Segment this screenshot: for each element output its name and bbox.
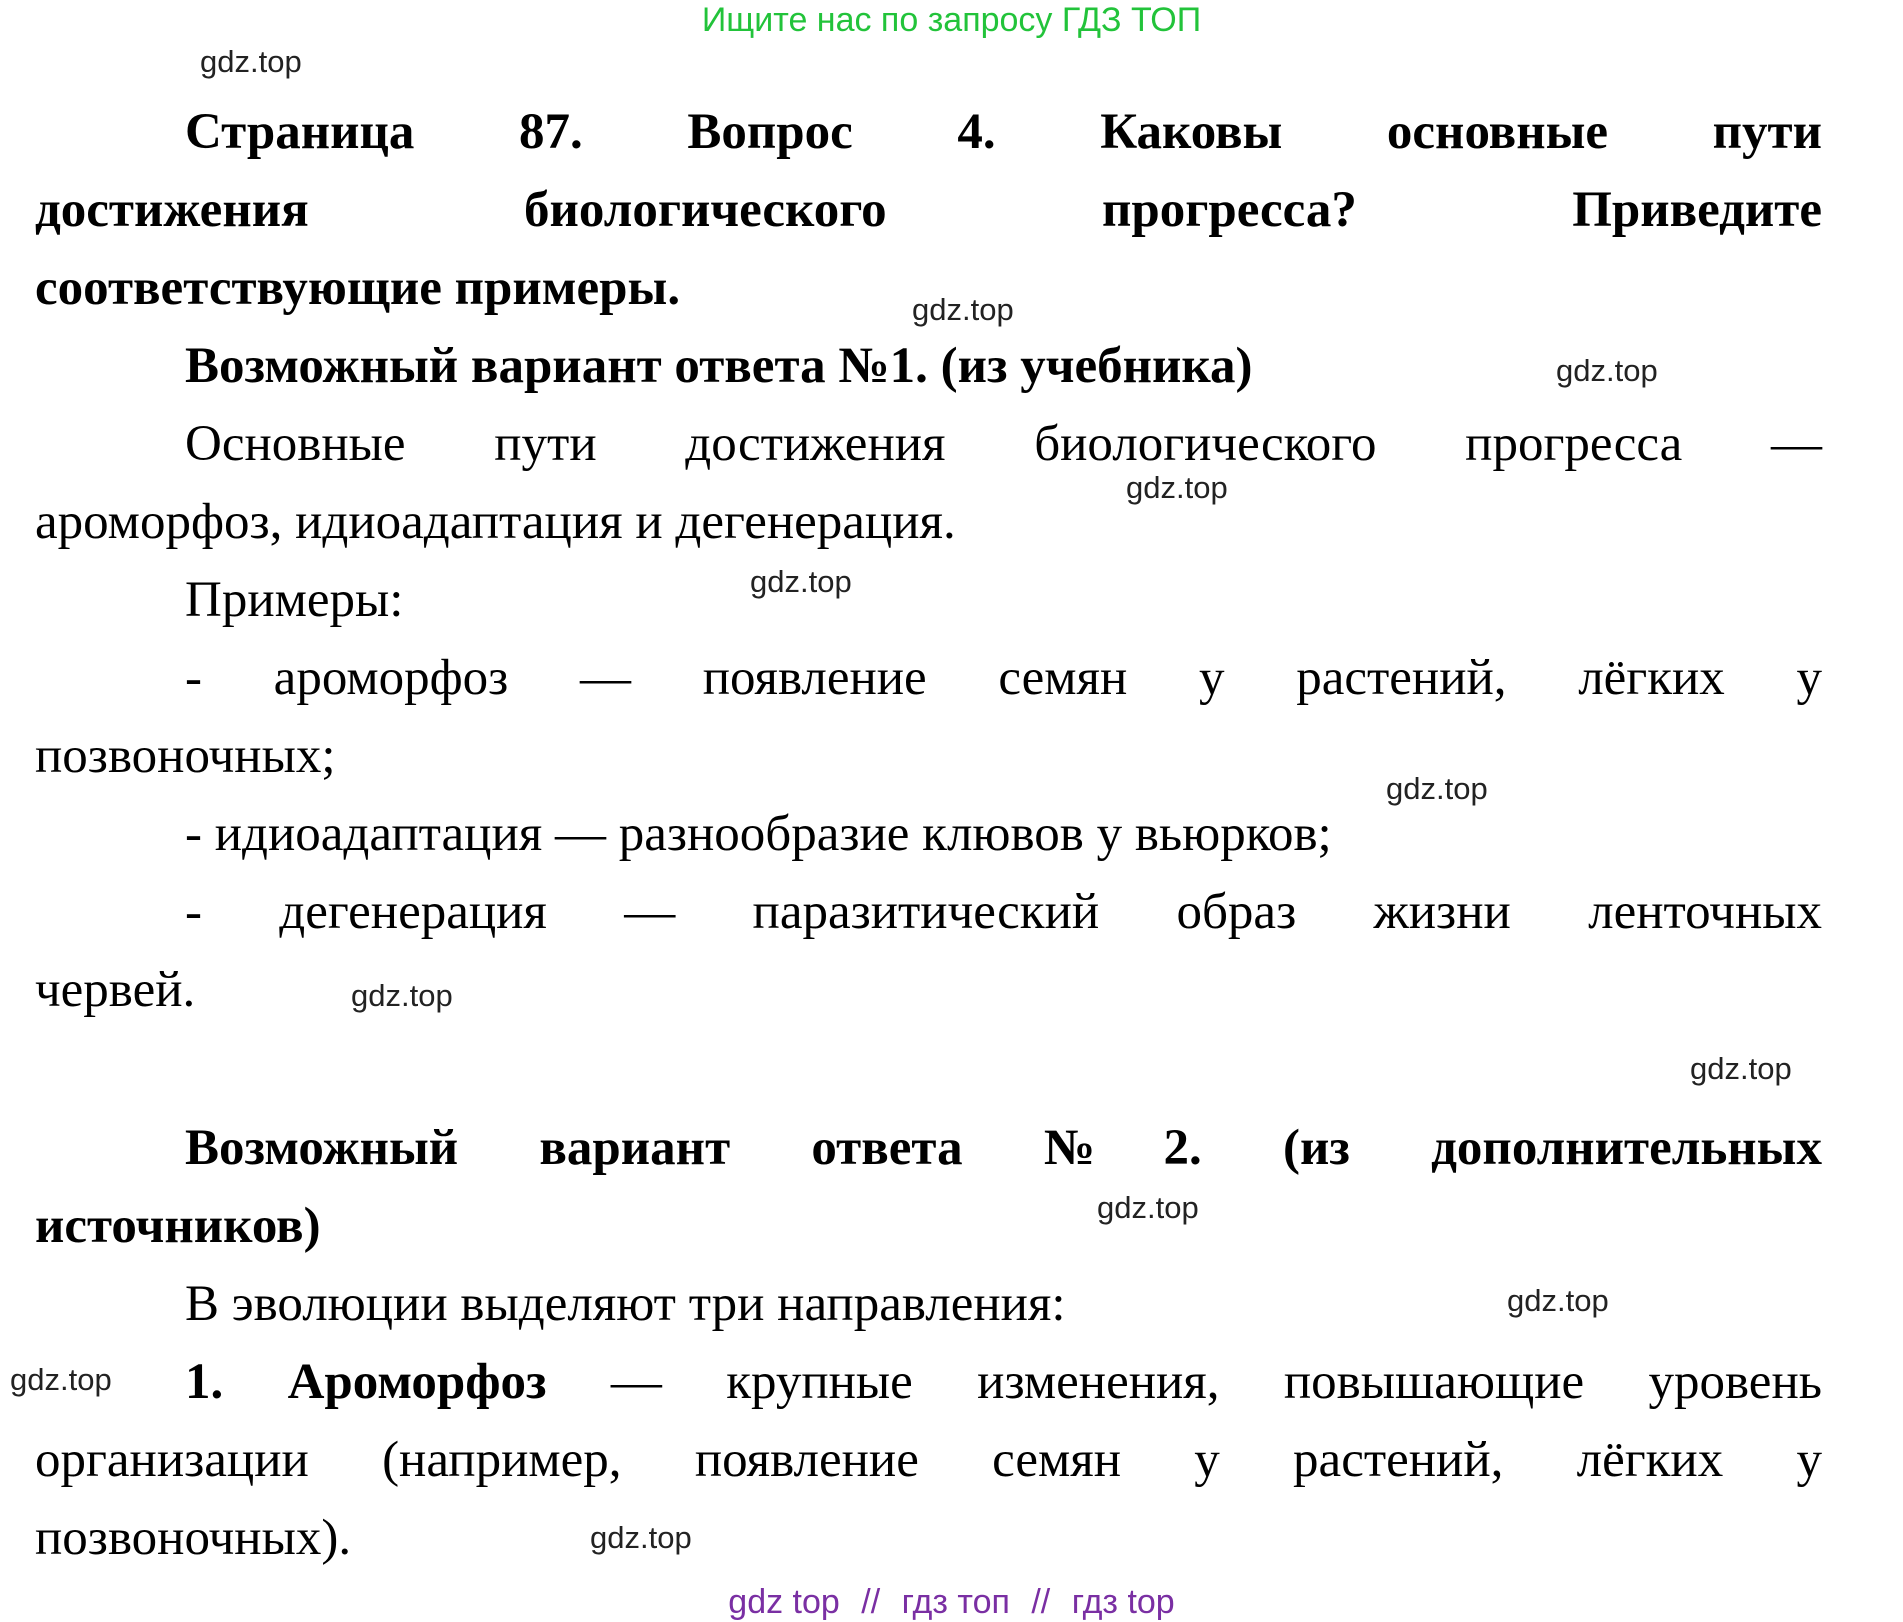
answer2-intro: В эволюции выделяют три направления: bbox=[185, 1276, 1066, 1332]
footer-link-gdz-top[interactable]: gdz top bbox=[728, 1583, 840, 1621]
example-idioadaptation: - идиоадаптация — разнообразие клювов у вьюрков; bbox=[185, 806, 1332, 862]
question-line-2: достижения биологического прогресса? Приведите bbox=[35, 182, 1822, 238]
footer-separator: // bbox=[1031, 1583, 1051, 1621]
footer-link-gdz-top-cyrillic[interactable]: гдз топ bbox=[901, 1583, 1010, 1621]
footer-link-gdz-top-mixed[interactable]: гдз top bbox=[1071, 1583, 1175, 1621]
watermark: gdz.top bbox=[1386, 771, 1488, 806]
watermark: gdz.top bbox=[351, 978, 453, 1013]
footer-separator: // bbox=[861, 1583, 881, 1621]
watermark: gdz.top bbox=[10, 1362, 112, 1397]
watermark: gdz.top bbox=[1126, 470, 1228, 505]
answer2-item1-line-3: позвоночных). bbox=[35, 1510, 352, 1566]
answer1-paragraph-line-2: ароморфоз, идиоадаптация и дегенерация. bbox=[35, 494, 956, 550]
question-line-3: соответствующие примеры. bbox=[35, 260, 681, 316]
footer-links bbox=[0, 1582, 1903, 1622]
search-banner: Ищите нас по запросу ГДЗ ТОП bbox=[701, 1, 1202, 39]
example-degeneration-line-1: - дегенерация — паразитический образ жизни ленточных bbox=[185, 884, 1822, 940]
answer1-paragraph-line-1: Основные пути достижения биологического прогресса — bbox=[185, 416, 1822, 472]
item1-description: — крупные изменения, повышающие уровень bbox=[546, 1354, 1822, 1410]
examples-label: Примеры: bbox=[185, 572, 404, 628]
answer2-heading-line-1: Возможный вариант ответа №2. (из дополнительных bbox=[185, 1120, 1822, 1176]
watermark: gdz.top bbox=[750, 564, 852, 599]
watermark: gdz.top bbox=[1690, 1051, 1792, 1086]
watermark: gdz.top bbox=[200, 44, 302, 79]
item1-title: 1. Ароморфоз bbox=[185, 1354, 547, 1410]
example-aromorphosis-line-2: позвоночных; bbox=[35, 728, 336, 784]
question-line-1: Страница 87. Вопрос 4. Каковы основные пути bbox=[185, 104, 1822, 160]
answer2-item1-line-2: организации (например, появление семян у растений, лёгких у bbox=[35, 1432, 1822, 1488]
watermark: gdz.top bbox=[1556, 353, 1658, 388]
watermark: gdz.top bbox=[912, 292, 1014, 327]
answer2-heading-line-2: источников) bbox=[35, 1198, 321, 1254]
example-aromorphosis-line-1: - ароморфоз — появление семян у растений, лёгких у bbox=[185, 650, 1822, 706]
watermark: gdz.top bbox=[1507, 1283, 1609, 1318]
answer2-item1-line-1 bbox=[35, 1352, 1822, 1412]
watermark: gdz.top bbox=[590, 1520, 692, 1555]
example-degeneration-line-2: червей. bbox=[35, 962, 196, 1018]
watermark: gdz.top bbox=[1097, 1190, 1199, 1225]
answer1-heading: Возможный вариант ответа №1. (из учебника) bbox=[185, 338, 1253, 394]
